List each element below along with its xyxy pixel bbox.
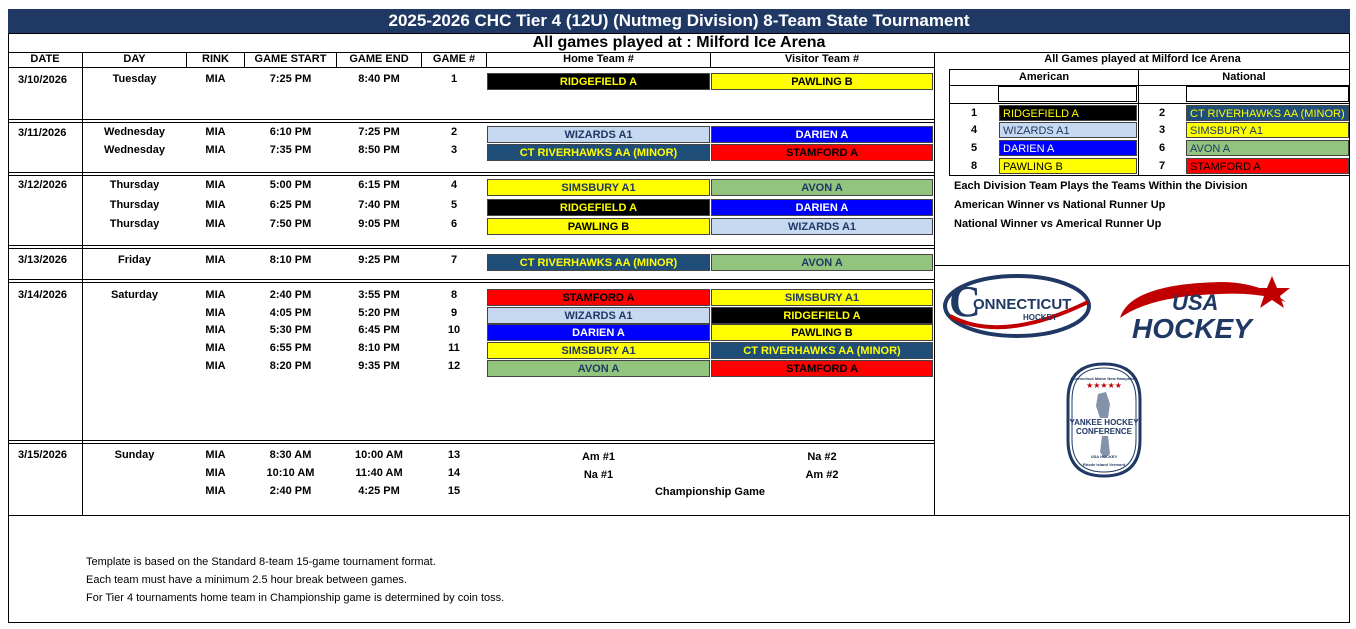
end-cell: 10:00 AM bbox=[355, 449, 403, 461]
championship-label: Championship Game bbox=[654, 486, 766, 498]
ct-logo-subtext: HOCKEY bbox=[1023, 313, 1058, 322]
rink-cell: MIA bbox=[205, 126, 226, 138]
american-seed: 5 bbox=[970, 142, 978, 154]
day-cell: Wednesday bbox=[104, 144, 165, 156]
usa-logo-text: USA bbox=[1172, 290, 1219, 315]
header-day: DAY bbox=[123, 53, 146, 65]
rink-cell: MIA bbox=[205, 289, 226, 301]
col-line bbox=[710, 52, 711, 67]
home-team-cell: PAWLING B bbox=[487, 218, 710, 235]
rink-cell: MIA bbox=[205, 307, 226, 319]
footer-note: For Tier 4 tournaments home team in Championship game is determined by coin toss. bbox=[86, 592, 505, 604]
day-cell: Thursday bbox=[109, 179, 160, 191]
visitor-team-cell: Na #2 bbox=[807, 451, 837, 463]
day-cell: Thursday bbox=[109, 199, 160, 211]
yankee-hockey-conference-logo bbox=[1064, 360, 1144, 480]
home-team-cell: CT RIVERHAWKS AA (MINOR) bbox=[487, 144, 710, 161]
home-team-cell: Na #1 bbox=[583, 469, 614, 481]
end-cell: 9:35 PM bbox=[358, 360, 400, 372]
start-cell: 6:25 PM bbox=[269, 199, 312, 211]
national-team: SIMSBURY A1 bbox=[1186, 122, 1349, 138]
rink-cell: MIA bbox=[205, 449, 226, 461]
home-team-cell: WIZARDS A1 bbox=[487, 307, 710, 324]
start-cell: 8:30 AM bbox=[269, 449, 312, 461]
home-team-cell: CT RIVERHAWKS AA (MINOR) bbox=[487, 254, 710, 271]
game-number-cell: 9 bbox=[450, 307, 458, 319]
header-home-team: Home Team # bbox=[563, 53, 634, 65]
end-cell: 7:40 PM bbox=[358, 199, 400, 211]
game-number-cell: 15 bbox=[447, 485, 461, 497]
visitor-team-cell: AVON A bbox=[711, 254, 933, 271]
american-team: PAWLING B bbox=[999, 158, 1137, 174]
date-cell: 3/11/2026 bbox=[18, 127, 67, 139]
visitor-team-cell: PAWLING B bbox=[711, 73, 933, 90]
end-cell: 8:50 PM bbox=[358, 144, 400, 156]
header-game-end: GAME END bbox=[349, 53, 409, 65]
end-cell: 7:25 PM bbox=[358, 126, 400, 138]
game-number-cell: 12 bbox=[447, 360, 461, 372]
col-line bbox=[336, 52, 337, 67]
group-separator bbox=[8, 172, 934, 176]
day-cell: Tuesday bbox=[112, 73, 157, 85]
start-cell: 2:40 PM bbox=[269, 485, 312, 497]
rink-cell: MIA bbox=[205, 467, 226, 479]
ct-logo-text: ONNECTICUT bbox=[973, 296, 1072, 313]
day-cell: Friday bbox=[117, 254, 151, 266]
side-line bbox=[949, 103, 1349, 104]
footer-note: Template is based on the Standard 8-team 15-game tournament format. bbox=[86, 556, 436, 568]
group-separator bbox=[8, 245, 934, 249]
usa-hockey-logo bbox=[1110, 272, 1302, 342]
visitor-team-cell: AVON A bbox=[711, 179, 933, 196]
national-team: STAMFORD A bbox=[1186, 158, 1349, 174]
home-team-cell: DARIEN A bbox=[487, 324, 710, 341]
visitor-team-cell: CT RIVERHAWKS AA (MINOR) bbox=[711, 342, 933, 359]
visitor-team-cell: DARIEN A bbox=[711, 199, 933, 216]
end-cell: 9:25 PM bbox=[358, 254, 400, 266]
game-number-cell: 10 bbox=[447, 324, 461, 336]
page-subtitle: All games played at : Milford Ice Arena bbox=[532, 34, 826, 51]
col-line bbox=[934, 52, 935, 516]
col-line bbox=[244, 52, 245, 67]
visitor-team-cell: DARIEN A bbox=[711, 126, 933, 143]
home-team-cell: AVON A bbox=[487, 360, 710, 377]
game-number-cell: 14 bbox=[447, 467, 461, 479]
game-number-cell: 1 bbox=[450, 73, 458, 85]
start-cell: 8:20 PM bbox=[269, 360, 312, 372]
home-team-cell: WIZARDS A1 bbox=[487, 126, 710, 143]
start-cell: 5:00 PM bbox=[269, 179, 312, 191]
header-rink: RINK bbox=[202, 53, 229, 65]
end-cell: 4:25 PM bbox=[358, 485, 400, 497]
schedule-bottom-line bbox=[8, 515, 1350, 516]
group-separator bbox=[8, 119, 934, 123]
day-cell: Sunday bbox=[114, 449, 155, 461]
hockey-logo-text: HOCKEY bbox=[1132, 313, 1252, 342]
rule-text: Each Division Team Plays the Teams Within the Division bbox=[954, 180, 1248, 192]
header-bottom-line bbox=[8, 67, 934, 68]
national-team: AVON A bbox=[1186, 140, 1349, 156]
side-line bbox=[934, 265, 1350, 266]
blank-cell bbox=[998, 86, 1137, 102]
group-separator bbox=[8, 440, 934, 444]
american-team: RIDGEFIELD A bbox=[999, 105, 1137, 121]
end-cell: 6:15 PM bbox=[358, 179, 400, 191]
home-team-cell: RIDGEFIELD A bbox=[487, 199, 710, 216]
american-seed: 8 bbox=[970, 160, 978, 172]
home-team-cell: STAMFORD A bbox=[487, 289, 710, 306]
end-cell: 11:40 AM bbox=[355, 467, 403, 479]
american-seed: 4 bbox=[970, 124, 978, 136]
home-team-cell: SIMSBURY A1 bbox=[487, 179, 710, 196]
date-cell: 3/15/2026 bbox=[18, 449, 67, 461]
rink-cell: MIA bbox=[205, 324, 226, 336]
national-seed: 6 bbox=[1158, 142, 1166, 154]
end-cell: 9:05 PM bbox=[358, 218, 400, 230]
col-line bbox=[186, 52, 187, 67]
national-seed: 3 bbox=[1158, 124, 1166, 136]
rule-text: American Winner vs National Runner Up bbox=[954, 199, 1166, 211]
date-cell: 3/12/2026 bbox=[18, 179, 67, 191]
visitor-team-cell: PAWLING B bbox=[711, 324, 933, 341]
game-number-cell: 3 bbox=[450, 144, 458, 156]
visitor-team-cell: STAMFORD A bbox=[711, 144, 933, 161]
rink-cell: MIA bbox=[205, 73, 226, 85]
header-visitor-team: Visitor Team # bbox=[784, 53, 860, 65]
home-team-cell: Am #1 bbox=[581, 451, 616, 463]
visitor-team-cell: STAMFORD A bbox=[711, 360, 933, 377]
visitor-team-cell: RIDGEFIELD A bbox=[711, 307, 933, 324]
day-cell: Thursday bbox=[109, 218, 160, 230]
rink-cell: MIA bbox=[205, 485, 226, 497]
game-number-cell: 13 bbox=[447, 449, 461, 461]
yankee-logo-usa: USA HOCKEY bbox=[1090, 454, 1118, 459]
start-cell: 7:35 PM bbox=[269, 144, 312, 156]
american-team: DARIEN A bbox=[999, 140, 1137, 156]
day-cell: Saturday bbox=[110, 289, 159, 301]
ct-logo-letter: C bbox=[949, 277, 981, 326]
rule-text: National Winner vs Americal Runner Up bbox=[954, 218, 1162, 230]
yankee-logo-line2: CONFERENCE bbox=[1075, 427, 1133, 436]
yankee-logo-line1: YANKEE HOCKEY bbox=[1069, 418, 1139, 427]
svg-text:★★★★★: ★★★★★ bbox=[1086, 381, 1122, 390]
day-cell: Wednesday bbox=[104, 126, 165, 138]
start-cell: 2:40 PM bbox=[269, 289, 312, 301]
connecticut-hockey-logo bbox=[942, 272, 1092, 340]
rink-cell: MIA bbox=[205, 342, 226, 354]
start-cell: 6:55 PM bbox=[269, 342, 312, 354]
rink-cell: MIA bbox=[205, 360, 226, 372]
date-cell: 3/13/2026 bbox=[18, 254, 67, 266]
game-number-cell: 2 bbox=[450, 126, 458, 138]
start-cell: 8:10 PM bbox=[269, 254, 312, 266]
yankee-logo-bottom: Rhode Island Vermont bbox=[1082, 462, 1126, 467]
rink-cell: MIA bbox=[205, 218, 226, 230]
visitor-team-cell: WIZARDS A1 bbox=[711, 218, 933, 235]
end-cell: 3:55 PM bbox=[358, 289, 400, 301]
header-game-start: GAME START bbox=[254, 53, 327, 65]
visitor-team-cell: SIMSBURY A1 bbox=[711, 289, 933, 306]
yankee-logo-top: Connecticut Maine New Hampshire bbox=[1070, 376, 1138, 381]
american-seed: 1 bbox=[970, 107, 978, 119]
national-seed: 2 bbox=[1158, 107, 1166, 119]
home-team-cell: SIMSBURY A1 bbox=[487, 342, 710, 359]
game-number-cell: 11 bbox=[448, 342, 460, 354]
rink-cell: MIA bbox=[205, 144, 226, 156]
date-cell: 3/10/2026 bbox=[18, 74, 67, 86]
start-cell: 7:25 PM bbox=[269, 73, 312, 85]
american-team: WIZARDS A1 bbox=[999, 122, 1137, 138]
rink-cell: MIA bbox=[205, 254, 226, 266]
start-cell: 7:50 PM bbox=[269, 218, 312, 230]
end-cell: 8:10 PM bbox=[358, 342, 400, 354]
blank-cell bbox=[1186, 86, 1349, 102]
date-cell: 3/14/2026 bbox=[18, 289, 67, 301]
home-team-cell: RIDGEFIELD A bbox=[487, 73, 710, 90]
end-cell: 6:45 PM bbox=[358, 324, 400, 336]
game-number-cell: 6 bbox=[450, 218, 458, 230]
group-separator bbox=[8, 279, 934, 283]
col-line bbox=[486, 52, 487, 67]
start-cell: 10:10 AM bbox=[266, 467, 315, 479]
visitor-team-cell: Am #2 bbox=[805, 469, 839, 481]
header-game-number: GAME # bbox=[432, 53, 476, 65]
rink-cell: MIA bbox=[205, 179, 226, 191]
end-cell: 5:20 PM bbox=[358, 307, 400, 319]
game-number-cell: 4 bbox=[450, 179, 458, 191]
start-cell: 5:30 PM bbox=[269, 324, 312, 336]
side-header: All Games played at Milford Ice Arena bbox=[1044, 53, 1241, 65]
game-number-cell: 7 bbox=[450, 254, 458, 266]
national-label: National bbox=[1222, 71, 1266, 83]
national-team: CT RIVERHAWKS AA (MINOR) bbox=[1186, 105, 1349, 121]
footer-note: Each team must have a minimum 2.5 hour break between games. bbox=[86, 574, 407, 586]
page-title: 2025-2026 CHC Tier 4 (12U) (Nutmeg Division) 8-Team State Tournament bbox=[8, 9, 1350, 33]
american-label: American bbox=[1018, 71, 1070, 83]
header-date: DATE bbox=[30, 53, 60, 65]
start-cell: 6:10 PM bbox=[269, 126, 312, 138]
start-cell: 4:05 PM bbox=[269, 307, 312, 319]
end-cell: 8:40 PM bbox=[358, 73, 400, 85]
rink-cell: MIA bbox=[205, 199, 226, 211]
col-line bbox=[421, 52, 422, 67]
national-seed: 7 bbox=[1158, 160, 1166, 172]
game-number-cell: 5 bbox=[450, 199, 458, 211]
game-number-cell: 8 bbox=[450, 289, 458, 301]
